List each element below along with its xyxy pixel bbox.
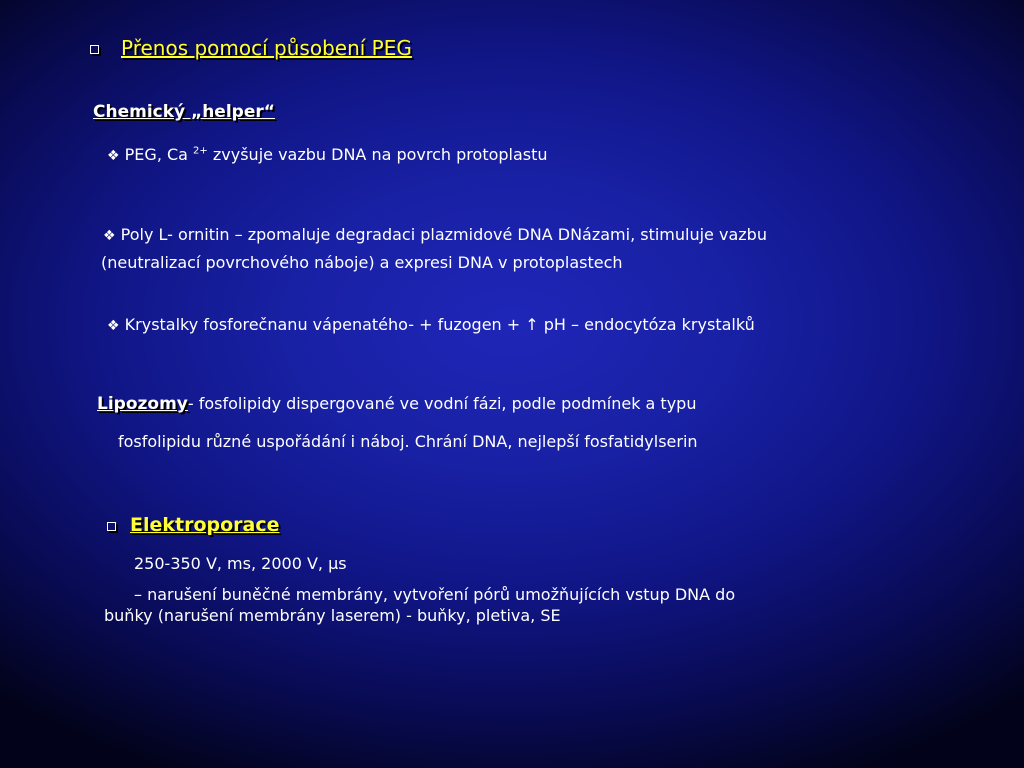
- helper-item-peg: [107, 145, 548, 164]
- liposomes-line2: fosfolipidu různé uspořádání i náboj. Chrání DNA, nejlepší fosfatidylserin: [118, 432, 698, 451]
- helper-item-crystals-text-end: pH – endocytóza krystalků: [538, 315, 755, 334]
- arrow-up-icon: ↑: [525, 315, 539, 334]
- square-bullet-icon: [90, 45, 99, 54]
- chemical-helper-heading: Chemický „helper“: [93, 102, 275, 122]
- diamond-bullet-icon: ❖: [103, 228, 116, 244]
- helper-item-crystals-text: Krystalky fosforečnanu vápenatého- + fuzogen +: [124, 315, 526, 334]
- charge-superscript: 2+: [193, 145, 208, 157]
- helper-item-polyornitin-line1: Poly L- ornitin – zpomaluje degradaci plazmidové DNA DNázami, stimuluje vazbu: [120, 225, 767, 244]
- square-bullet-icon: [107, 522, 116, 531]
- helper-item-polyornitin-line2: (neutralizací povrchového náboje) a expresi DNA v protoplastech: [101, 253, 623, 272]
- helper-item-peg-text-end: zvyšuje vazbu DNA na povrch protoplastu: [207, 145, 548, 164]
- liposomes-line1-text: - fosfolipidy dispergované ve vodní fázi, podle podmínek a typu: [187, 394, 697, 413]
- liposomes-term: Lipozomy: [97, 394, 188, 414]
- helper-item-crystals: [107, 315, 755, 334]
- helper-item-polyornitin: [103, 225, 767, 244]
- electroporation-line2: buňky (narušení membrány laserem) - buňky, pletiva, SE: [104, 606, 561, 625]
- electroporation-line1: – narušení buněčné membrány, vytvoření pórů umožňujících vstup DNA do: [134, 585, 736, 604]
- electroporation-params: 250-350 V, ms, 2000 V, μs: [134, 554, 347, 573]
- diamond-bullet-icon: ❖: [107, 318, 120, 334]
- slide-title: Přenos pomocí působení PEG: [121, 36, 412, 60]
- liposomes-line1: [97, 394, 696, 414]
- electroporation-heading: Elektroporace: [130, 514, 280, 536]
- helper-item-peg-text: PEG, Ca: [124, 145, 194, 164]
- diamond-bullet-icon: ❖: [107, 148, 120, 164]
